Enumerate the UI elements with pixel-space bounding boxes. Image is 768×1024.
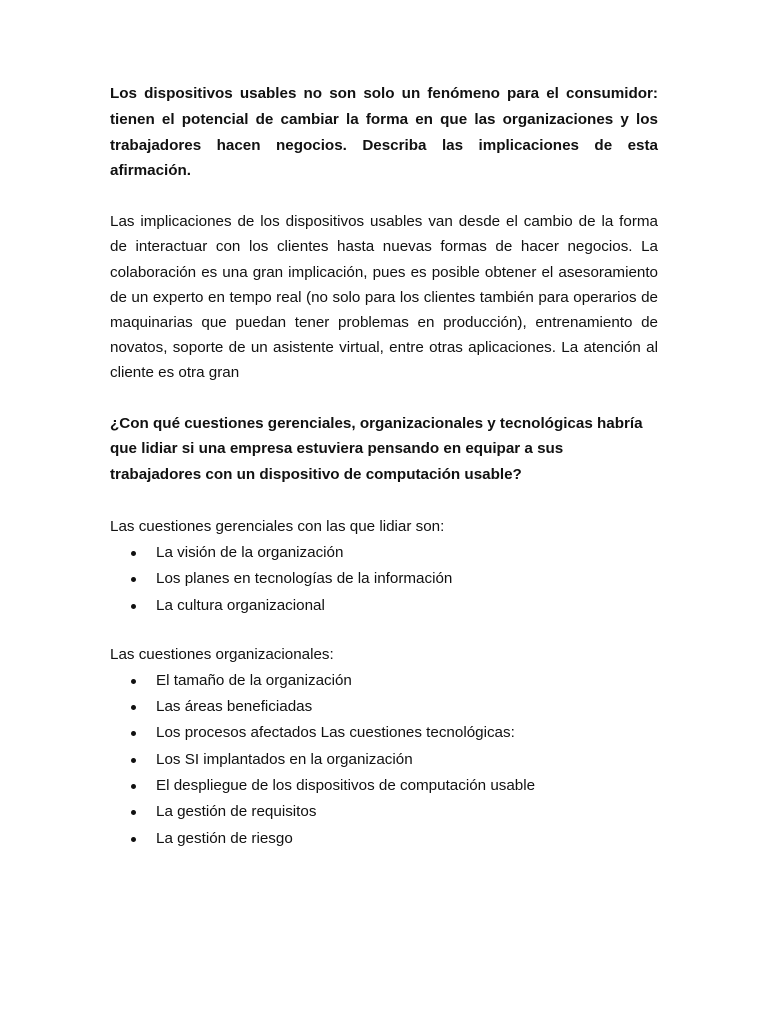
bullet-icon xyxy=(131,604,136,609)
list-item-text: La visión de la organización xyxy=(156,544,344,561)
bullet-icon xyxy=(131,679,136,684)
bullet-icon xyxy=(131,551,136,556)
bullet-icon xyxy=(131,784,136,789)
list-item xyxy=(110,747,658,773)
list-item xyxy=(110,694,658,720)
bullet-icon xyxy=(131,731,136,736)
question-2: ¿Con qué cuestiones gerenciales, organizacionales y tecnológicas habría que lidiar si una empresa estuviera pensando en equipar a sus trabajadores con un dispositivo de computación usable? xyxy=(110,414,643,484)
organizational-list xyxy=(110,668,658,852)
list-item-text: Los SI implantados en la organización xyxy=(156,750,413,768)
bullet-icon xyxy=(131,705,136,710)
list-item-text: El tamaño de la organización xyxy=(156,671,352,689)
list-item xyxy=(110,826,658,852)
bullet-icon xyxy=(131,577,136,582)
list-item-text: La gestión de requisitos xyxy=(156,803,317,821)
list-item-text: El despliegue de los dispositivos de computación usable xyxy=(156,777,536,795)
list-item xyxy=(110,720,658,746)
list-item xyxy=(110,593,658,619)
bullet-icon xyxy=(131,758,136,763)
list-item xyxy=(110,799,658,825)
bullet-icon xyxy=(131,837,136,842)
managerial-intro: Las cuestiones gerenciales con las que lidiar son: xyxy=(110,518,445,535)
list-item-text: Los planes en tecnologías de la información xyxy=(156,570,453,588)
document-page xyxy=(110,81,658,852)
organizational-intro: Las cuestiones organizacionales: xyxy=(110,645,334,663)
answer-1: Las implicaciones de los dispositivos usables van desde el cambio de la forma de interactuar con los clientes hasta nuevas formas de hacer negocios. La colaboración es una gran implicación, pues es posible obtener el asesoramiento de un experto en tempo real (no solo para los clientes también para operarios de maquinarias que puedan tener problemas en producción), entrenamiento de novatos, soporte de un asistente virtual, entre otras aplicaciones. La atención al cliente es otra gran xyxy=(110,213,658,382)
list-item xyxy=(110,566,658,592)
list-item xyxy=(110,773,658,799)
list-item xyxy=(110,540,658,566)
managerial-list xyxy=(110,540,658,619)
list-item-text: La gestión de riesgo xyxy=(156,829,293,847)
list-item-text: Los procesos afectados Las cuestiones tecnológicas: xyxy=(156,724,515,742)
list-item-text: Las áreas beneficiadas xyxy=(156,698,313,716)
bullet-icon xyxy=(131,810,136,815)
list-item-text: La cultura organizacional xyxy=(156,596,325,614)
list-item xyxy=(110,668,658,694)
question-1: Los dispositivos usables no son solo un fenómeno para el consumidor: tienen el potencial de cambiar la forma en que las organizaciones y los trabajadores hacen negocios. Describa las implicaciones de esta afirmación. xyxy=(110,85,658,180)
